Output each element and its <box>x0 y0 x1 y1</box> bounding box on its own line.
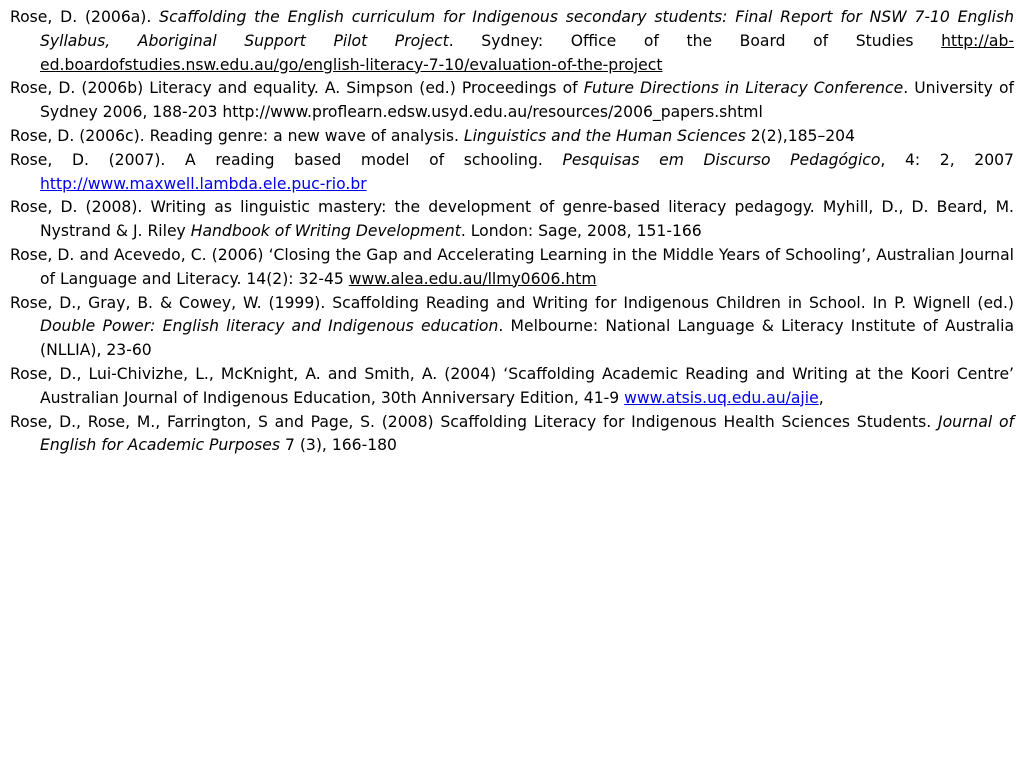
ref-text: Rose, D. (2006a). <box>10 8 160 26</box>
ref-text: , 4: 2, 2007 <box>880 150 1014 169</box>
reference-rose-2006b <box>10 77 1014 125</box>
ref-text: 2(2),185–204 <box>745 126 856 145</box>
ref-title: Scaffolding the English curriculum for Indigenous secondary students: Final Report for NSW 7-10 English Syllabus, Aboriginal Support Pilot Project <box>40 8 1014 50</box>
ref-text: Rose, D. (2006b) Literacy and equality. A. Simpson (ed.) Proceedings of <box>10 79 584 98</box>
ref-text: . Melbourne: National Language & Literacy Institute of Australia (NLLIA), 23-60 <box>40 317 1014 360</box>
ref-title: Linguistics and the Human Sciences <box>463 126 746 145</box>
ref-text: Rose, D. (2007). A reading based model of schooling. <box>10 150 563 169</box>
ref-text: Rose, D., Lui-Chivizhe, L., McKnight, A. and Smith, A. (2004) ‘Scaffolding Academic Reading and Writing at the Koori Centre’ Australian Journal of Indigenous Education, 30th Anniversary Edition, 41-9 <box>10 364 1014 407</box>
reference-rose-2008 <box>10 196 1014 244</box>
ref-url-link[interactable]: www.atsis.uq.edu.au/ajie <box>624 388 819 407</box>
ref-title: Pesquisas em Discurso Pedagógico <box>562 150 881 169</box>
ref-title: Journal of English for Academic Purposes <box>40 412 1014 455</box>
ref-title: Future Directions in Literacy Conference <box>583 79 904 98</box>
ref-text: Rose, D., Gray, B. & Cowey, W. (1999). Scaffolding Reading and Writing for Indigenous Children in School. In P. Wignell (ed.) <box>10 293 1014 312</box>
ref-title: Handbook of Writing Development <box>190 222 461 241</box>
ref-text: . Sydney: Office of the Board of Studies <box>448 31 942 50</box>
ref-text: 7 (3), 166-180 <box>279 436 397 455</box>
ref-title: Double Power: English literacy and Indigenous education <box>40 317 499 336</box>
reference-list <box>10 6 1014 458</box>
ref-url-link[interactable]: http://www.maxwell.lambda.ele.puc-rio.br <box>40 174 367 193</box>
reference-rose-rose-2008 <box>10 411 1014 459</box>
reference-rose-gray-cowey-1999 <box>10 292 1014 363</box>
ref-text: . London: Sage, 2008, 151-166 <box>460 222 702 241</box>
ref-text: Rose, D. and Acevedo, C. (2006) ‘Closing the Gap and Accelerating Learning in the Middle Years of Schooling’, Australian Journal of Language and Literacy. 14(2): 32-45 <box>10 245 1014 288</box>
ref-text: , <box>818 388 824 407</box>
ref-text: Rose, D. (2006c). Reading genre: a new wave of analysis. <box>10 126 464 145</box>
ref-url-link[interactable]: www.alea.edu.au/llmy0606.htm <box>348 269 597 288</box>
reference-rose-acevedo-2006 <box>10 244 1014 292</box>
ref-text: Rose, D., Rose, M., Farrington, S and Page, S. (2008) Scaffolding Literacy for Indigenous Health Sciences Students. <box>10 412 938 431</box>
reference-rose-2006a <box>10 6 1014 77</box>
ref-url-link[interactable]: http://ab-ed.boardofstudies.nsw.edu.au/go/english-literacy-7-10/evaluation-of-the-project <box>40 31 1014 74</box>
reference-rose-lui-chivizhe-2004 <box>10 363 1014 411</box>
reference-rose-2006c <box>10 125 1014 149</box>
ref-text: Rose, D. (2008). Writing as linguistic mastery: the development of genre-based literacy pedagogy. Myhill, D., D. Beard, M. Nystrand & J. Riley <box>10 198 1014 241</box>
reference-rose-2007 <box>10 149 1014 197</box>
ref-text: . University of Sydney 2006, 188-203 http://www.proflearn.edsw.usyd.edu.au/resources/2006_papers.shtml <box>40 79 1014 122</box>
